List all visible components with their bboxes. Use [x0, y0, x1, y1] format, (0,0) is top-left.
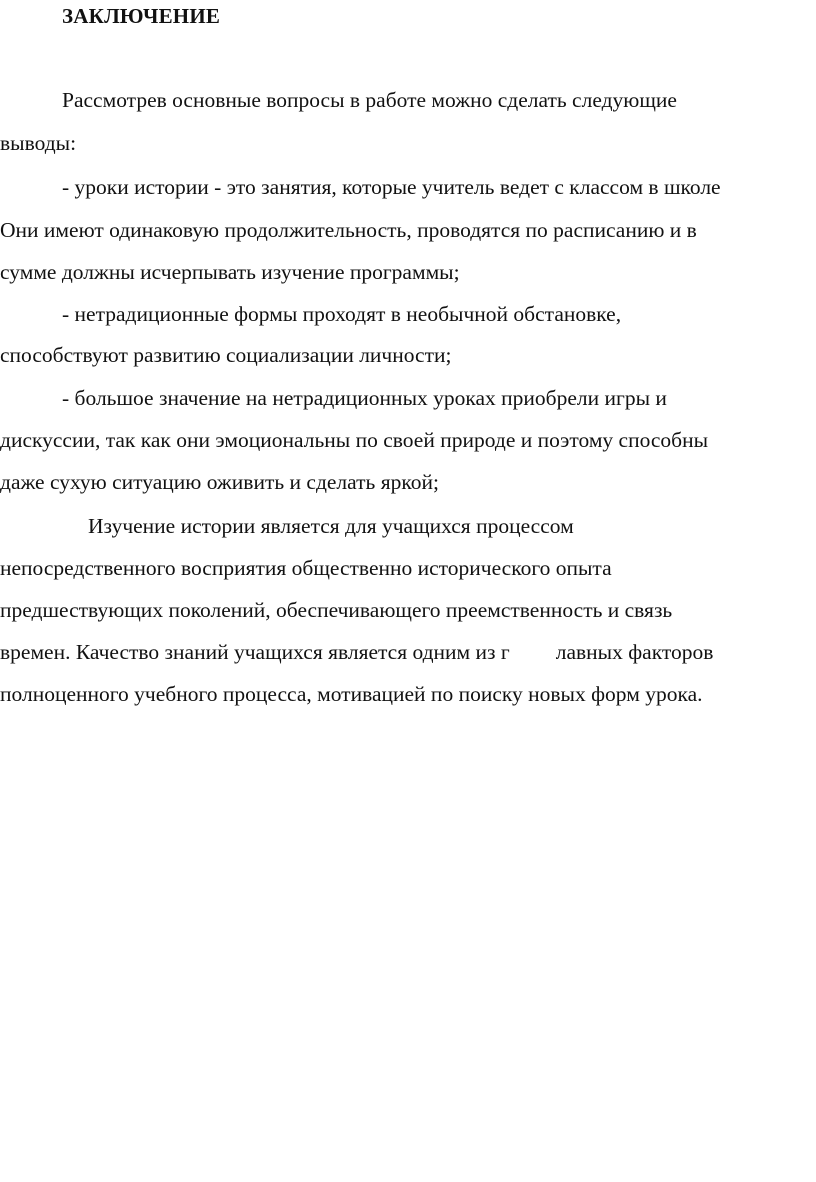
text-line: Рассмотрев основные вопросы в работе можно сделать следующие	[62, 88, 677, 112]
text-line: сумме должны исчерпывать изучение программы;	[0, 260, 460, 284]
text-line: дискуссии, так как они эмоциональны по своей природе и поэтому способны	[0, 428, 709, 452]
text-line: - уроки истории - это занятия, которые учитель ведет с классом в школе	[62, 175, 721, 199]
document-heading: ЗАКЛЮЧЕНИЕ	[62, 4, 221, 28]
text-line: Изучение истории является для учащихся процессом	[88, 514, 574, 538]
text-line	[0, 642, 713, 664]
text-line: способствуют развитию социализации личности;	[0, 343, 452, 367]
text-line: даже сухую ситуацию оживить и сделать яркой;	[0, 470, 439, 494]
text-line: - большое значение на нетрадиционных уроках приобрели игры и	[62, 386, 667, 410]
text-fragment: времен. Качество знаний учащихся является одним из г	[0, 640, 510, 664]
text-line: Они имеют одинаковую продолжительность, проводятся по расписанию и в	[0, 218, 697, 242]
text-line: полноценного учебного процесса, мотивацией по поиску новых форм урока.	[0, 682, 703, 706]
text-line: непосредственного восприятия общественно исторического опыта	[0, 556, 612, 580]
text-line: - нетрадиционные формы проходят в необычной обстановке,	[62, 302, 622, 326]
text-line: предшествующих поколений, обеспечивающего преемственность и связь	[0, 598, 673, 622]
text-line: выводы:	[0, 131, 77, 155]
text-fragment: лавных факторов	[555, 640, 714, 664]
